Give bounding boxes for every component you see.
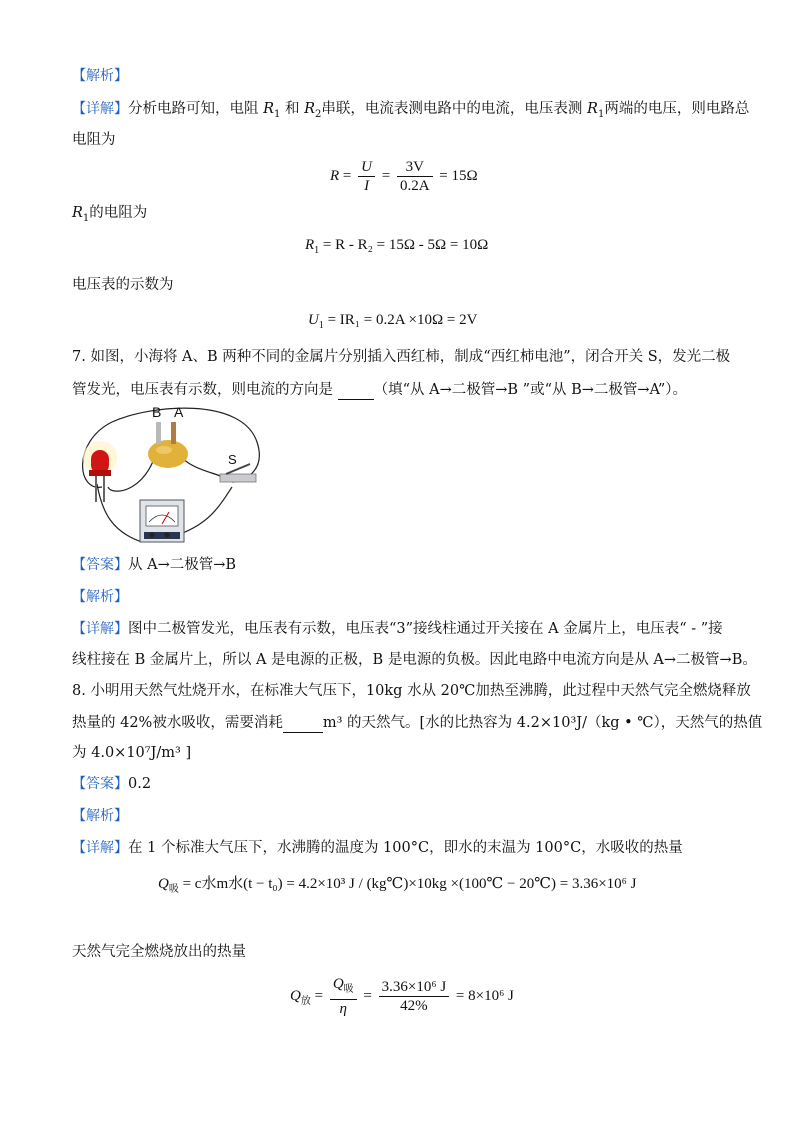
text: 图中二极管发光，电压表有示数，电压表“3”接线柱通过开关接在 A 金属片上，电压表“ - ”接 <box>128 621 723 637</box>
equation-heat-released: $Q_放$ = $\frac{Q_吸}{\eta}$ = $\frac{\text{3.36×10⁶ J}}{42\%}$ = 8×10⁶ J <box>290 976 514 1017</box>
equation-u1: $U_1 = IR_1 = 0.2A \times 10\Omega = 2V$ <box>308 312 478 331</box>
answer-tag: 【答案】 <box>72 557 128 573</box>
text: 串联，电流表测电路中的电流，电压表测 <box>321 101 583 117</box>
detail-tag: 【详解】 <box>72 621 128 637</box>
detail-line-2: 电阻为 <box>72 132 116 148</box>
q8-line-2 <box>72 712 762 733</box>
q8-line-3: 为 4.0×10⁷J/m³ ] <box>72 745 192 761</box>
eq-den: 42% <box>400 998 428 1014</box>
equation-heat-absorbed: $Q_吸 = c$水m水(t − t₀) = 4.2×10³ J / (kg℃)×10kg ×(100℃ − 20℃) = 3.36×10⁶ J <box>158 876 637 895</box>
answer-text: 从 A→二极管→B <box>128 557 237 573</box>
circuit-figure <box>72 402 272 550</box>
eq-den: I <box>364 178 370 194</box>
text: 两端的电压，则电路总 <box>604 101 750 117</box>
q7-line-1: 7. 如图，小海将 A、B 两种不同的金属片分别插入西红柿，制成“西红柿电池”，闭合开关 S，发光二极 <box>72 349 731 365</box>
eq-den: 0.2A <box>399 178 430 194</box>
detail-line-4: 电压表的示数为 <box>72 277 174 293</box>
text: 管发光，电压表有示数，则电流的方向是 <box>72 382 338 398</box>
eq-num: 3V <box>397 158 433 177</box>
voltmeter-icon <box>140 500 184 542</box>
answer-tag: 【答案】 <box>72 776 128 792</box>
detail-tag: 【详解】 <box>72 840 128 856</box>
text: 和 <box>285 101 300 117</box>
fruit-battery-icon <box>148 422 188 468</box>
q7-detail-2: 线柱接在 B 金属片上，所以 A 是电源的正极，B 是电源的负极。因此电路中电流方向是从 A→二极管→B。 <box>72 652 757 668</box>
equation-r1: $R_1 = R - R_2 = 15\Omega - 5\Omega = 10\Omega$ <box>305 237 489 256</box>
analysis-tag: 【解析】 <box>72 589 128 605</box>
text: m³ 的天然气。[水的比热容为 4.2×10³J/（kg • ℃），天然气的热值 <box>322 715 763 731</box>
switch-icon <box>220 464 256 482</box>
q8-detail-2: 天然气完全燃烧放出的热量 <box>72 944 246 960</box>
eq-num: 3.36×10⁶ J <box>379 978 450 997</box>
text: （填“从 A→二极管→B ”或“从 B→二极管→A”）。 <box>373 382 688 398</box>
answer-text: 0.2 <box>128 776 152 792</box>
text: 分析电路可知，电阻 <box>128 101 259 117</box>
text: 的电阻为 <box>89 205 148 221</box>
eq-body: = R - R₂ = 15Ω - 5Ω = 10Ω <box>322 237 489 253</box>
q8-answer <box>72 774 151 794</box>
eq-num: U <box>358 158 375 177</box>
equation-total-resistance: R = $\frac{U}{I}$ = $\frac{3V}{0.2A}$ = 15Ω <box>330 159 478 194</box>
label-b: B <box>152 404 162 420</box>
eq-body: = IR₁ = 0.2A ×10Ω = 2V <box>327 312 478 328</box>
analysis-tag: 【解析】 <box>72 68 128 84</box>
text: 在 1 个标准大气压下，水沸腾的温度为 100°C，即水的末温为 100°C，水吸收的热量 <box>128 840 683 856</box>
detail-line-3: $R_1$的电阻为 <box>72 205 148 224</box>
label-s: S <box>228 452 237 467</box>
detail-tag: 【详解】 <box>72 101 128 117</box>
answer-blank <box>283 712 323 733</box>
text: 热量的 42%被水吸收，需要消耗 <box>72 715 283 731</box>
label-a: A <box>174 404 184 420</box>
eq-result: = 8×10⁶ J <box>455 987 514 1004</box>
led-icon <box>83 441 117 502</box>
detail-line-1: 【详解】分析电路可知，电阻 $R_1$ 和 $R_2$串联，电流表测电路中的电流，电压表测 $R_1$两端的电压，则电路总 <box>72 101 750 120</box>
q8-detail-1 <box>72 838 683 858</box>
q7-line-2 <box>72 379 687 400</box>
q7-answer <box>72 555 236 575</box>
q7-detail-1 <box>72 619 723 639</box>
analysis-tag: 【解析】 <box>72 808 128 824</box>
eq-result: 15Ω <box>451 167 478 184</box>
q8-line-1: 8. 小明用天然气灶烧开水，在标准大气压下，10kg 水从 20℃加热至沸腾，此过程中天然气完全燃烧释放 <box>72 683 751 699</box>
eq-symbol: R <box>330 167 340 184</box>
eq-body: = c水m水(t − t₀) = 4.2×10³ J / (kg℃)×10kg ×(100℃ − 20℃) = 3.36×10⁶ J <box>182 876 637 892</box>
answer-blank <box>338 379 374 400</box>
